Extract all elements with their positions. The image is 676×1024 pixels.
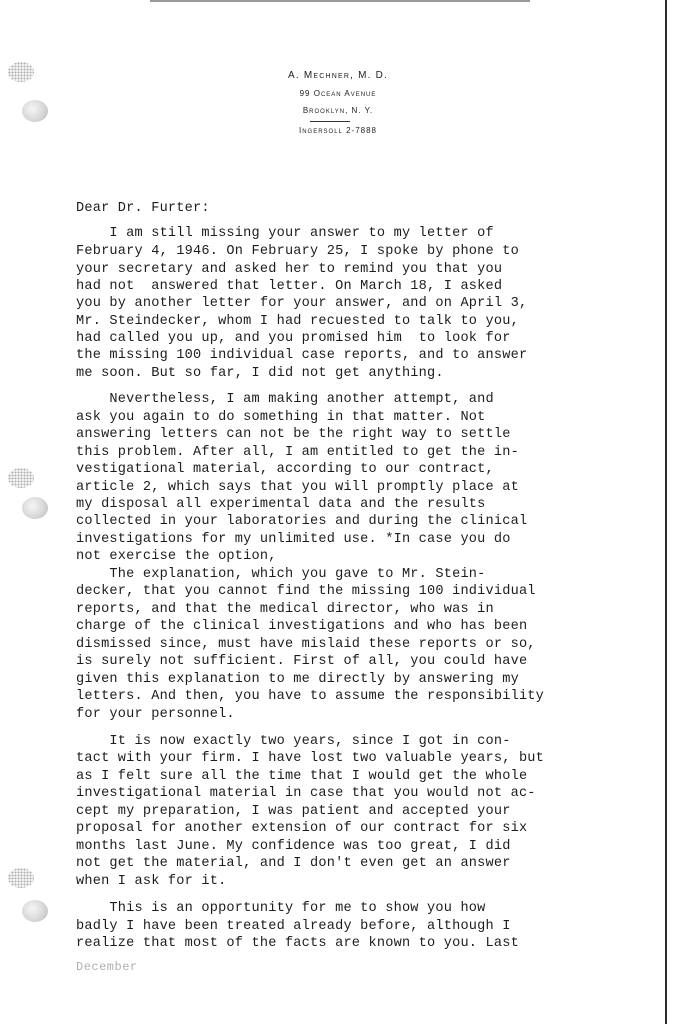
body-line: months last June. My confidence was too great, I did <box>76 839 511 854</box>
body-line: vestigational material, according to our contract, <box>76 462 494 477</box>
body-line: cept my preparation, I was patient and accepted your <box>76 804 511 819</box>
body-line: realize that most of the facts are known to you. Last <box>76 936 519 951</box>
body-line: investigational material in case that you would not ac- <box>76 786 536 801</box>
body-line: my disposal all experimental data and the results <box>76 497 486 512</box>
body-line: Mr. Steindecker, whom I had recuested to talk to you, <box>76 314 519 329</box>
letterhead-name: A. Mechner, M. D. <box>288 70 388 81</box>
letterhead-city: Brooklyn, N. Y. <box>302 106 374 115</box>
body-line: article 2, which says that you will promptly place at <box>76 480 519 495</box>
body-line: is surely not sufficient. First of all, you could have <box>76 654 528 669</box>
body-line: dismissed since, must have mislaid these reports or so, <box>76 637 536 652</box>
body-line: me soon. But so far, I did not get anything. <box>76 366 444 381</box>
page-top-edge <box>150 0 530 2</box>
body-line: Nevertheless, I am making another attempt, and <box>76 392 494 407</box>
body-line: had called you up, and you promised him to look for <box>76 331 511 346</box>
body-line: collected in your laboratories and during the clinical <box>76 514 528 529</box>
body-line: your secretary and asked her to remind you that you <box>76 262 503 277</box>
body-line: given this explanation to me directly by answering my <box>76 672 519 687</box>
body-line: not exercise the option, <box>76 549 277 564</box>
letterhead-street: 99 Ocean Avenue <box>299 89 377 98</box>
body-line: when I ask for it. <box>76 874 227 889</box>
body-line: decker, that you cannot find the missing 100 individual <box>76 584 536 599</box>
body-line: answering letters can not be the right way to settle <box>76 427 511 442</box>
body-line: It is now exactly two years, since I got in con- <box>76 734 511 749</box>
body-line: February 4, 1946. On February 25, I spoke by phone to <box>76 244 519 259</box>
letterhead-rule <box>310 121 350 122</box>
body-line: tact with your firm. I have lost two valuable years, but <box>76 751 545 766</box>
body-line: this problem. After all, I am entitled to get the in- <box>76 445 519 460</box>
body-line: The explanation, which you gave to Mr. Stein- <box>76 567 486 582</box>
punch-hole-dots-bottom <box>8 868 34 888</box>
body-line: you by another letter for your answer, and on April 3, <box>76 296 528 311</box>
body-line: ask you again to do something in that matter. Not <box>76 410 486 425</box>
body-line: charge of the clinical investigations and who has been <box>76 619 528 634</box>
faint-stamp-text: December <box>76 960 138 974</box>
body-line: the missing 100 individual case reports, and to answer <box>76 348 528 363</box>
body-line: I am still missing your answer to my letter of <box>76 226 494 241</box>
body-line: as I felt sure all the time that I would get the whole <box>76 769 528 784</box>
salutation: Dear Dr. Furter: <box>76 201 210 216</box>
punch-hole-dots-middle <box>8 468 34 488</box>
body-line: badly I have been treated already before, although I <box>76 919 511 934</box>
body-line: for your personnel. <box>76 707 235 722</box>
body-line: letters. And then, you have to assume the responsibility <box>76 689 545 704</box>
letterhead-phone: Ingersoll 2-7888 <box>298 126 378 135</box>
body-line: reports, and that the medical director, who was in <box>76 602 494 617</box>
body-line: not get the material, and I don't even get an answer <box>76 856 511 871</box>
body-line: proposal for another extension of our contract for six <box>76 821 528 836</box>
body-line: This is an opportunity for me to show you how <box>76 901 486 916</box>
body-line: investigations for my unlimited use. *In case you do <box>76 532 511 547</box>
page-right-edge <box>665 0 667 1024</box>
body-line: had not answered that letter. On March 18, I asked <box>76 279 503 294</box>
punch-hole-middle <box>22 497 48 519</box>
punch-hole-bottom <box>22 900 48 922</box>
